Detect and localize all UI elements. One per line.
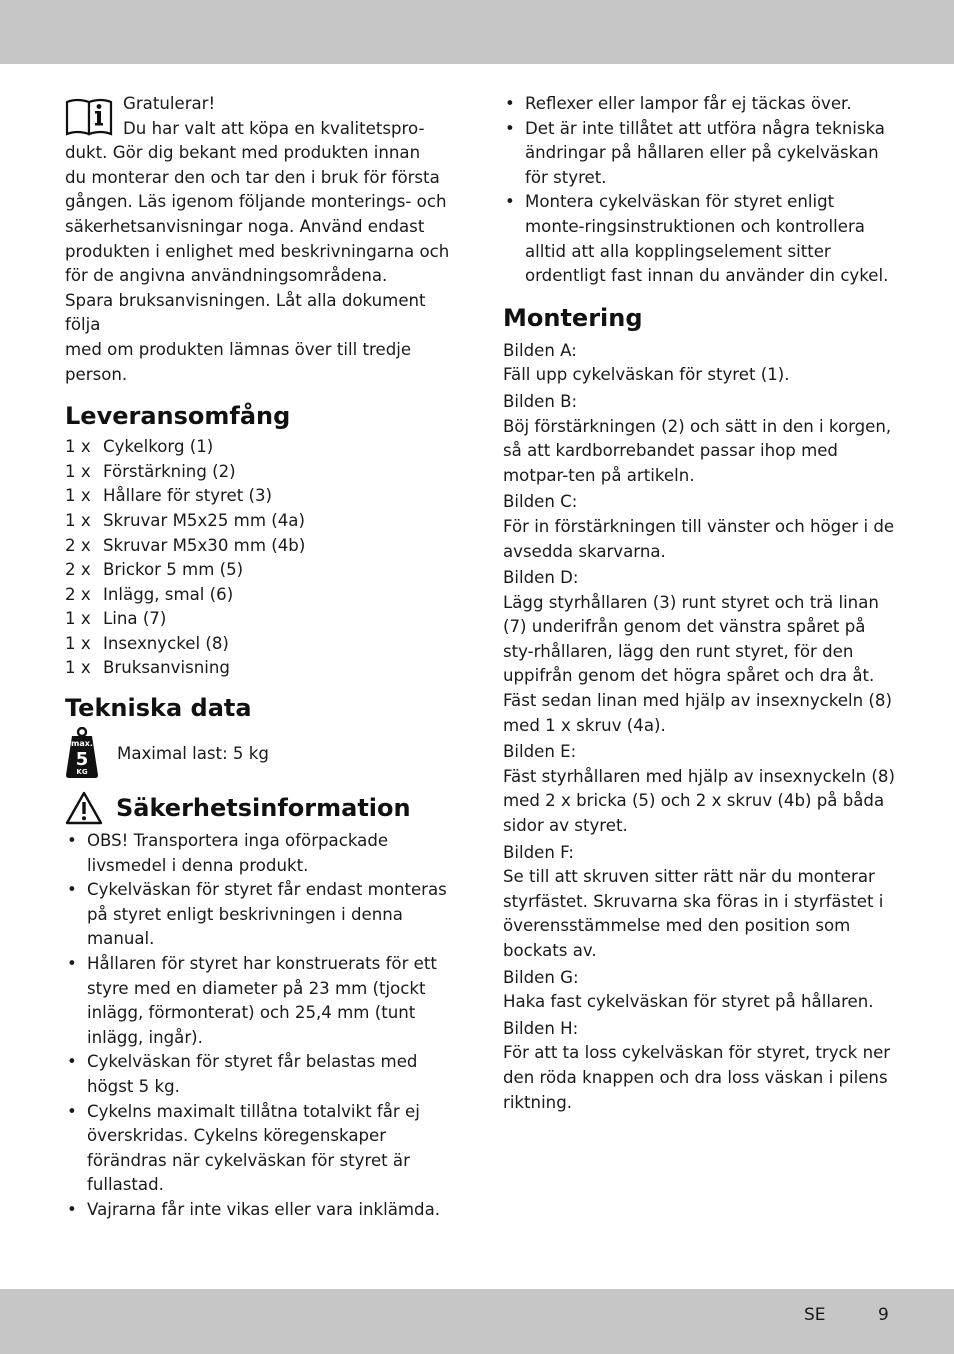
scope-qty: 1 x bbox=[65, 486, 91, 506]
scope-qty: 2 x bbox=[65, 535, 91, 555]
page-number: 9 bbox=[878, 1305, 889, 1325]
scope-item bbox=[65, 484, 455, 509]
step-text: Se till att skruven sitter rätt när du monterar styrfästet. Skruvarna ska föras in i styrfästet i överensstämmelse med den position som bockats av. bbox=[503, 867, 884, 960]
safety-list bbox=[65, 829, 455, 1223]
intro-line: för de angivna användningsområdena. bbox=[65, 266, 388, 286]
scope-qty: 1 x bbox=[65, 510, 91, 530]
left-column bbox=[65, 92, 455, 1223]
scope-text: Cykelkorg (1) bbox=[103, 437, 214, 457]
intro-line: du monterar den och tar den i bruk för första bbox=[65, 167, 440, 187]
info-book-icon bbox=[65, 96, 113, 136]
warning-icon bbox=[65, 791, 103, 825]
scope-text: Lina (7) bbox=[103, 609, 167, 629]
intro-line: Spara bruksanvisningen. Låt alla dokument följa bbox=[65, 290, 426, 335]
mounting-step bbox=[503, 841, 895, 964]
scope-list bbox=[65, 435, 455, 681]
scope-item bbox=[65, 632, 455, 657]
max-load-text: Maximal last: 5 kg bbox=[117, 743, 269, 763]
safety-list-continued bbox=[503, 92, 895, 289]
weight-icon-max: max. bbox=[71, 739, 93, 749]
right-column bbox=[503, 92, 895, 1115]
safety-item: • Hållaren för styret har konstruerats för ett styre med en diameter på 23 mm (tjockt inlägg, förmonterat) och 25,4 mm (tunt inlägg, ingår). bbox=[65, 952, 455, 1050]
intro-line-2: Du har valt att köpa en kvalitetspro- bbox=[123, 118, 425, 138]
tech-heading: Tekniska data bbox=[65, 694, 252, 723]
scope-text: Skruvar M5x30 mm (4b) bbox=[103, 535, 306, 555]
step-text: Böj förstärkningen (2) och sätt in den i korgen, så att kardborrebandet passar ihop med motpar-ten på artikeln. bbox=[503, 416, 892, 485]
intro-block bbox=[65, 92, 455, 387]
step-label: Bilden F: bbox=[503, 842, 574, 862]
step-label: Bilden A: bbox=[503, 340, 577, 360]
scope-text: Brickor 5 mm (5) bbox=[103, 560, 244, 580]
max-load-row bbox=[65, 727, 455, 779]
mounting-step bbox=[503, 740, 895, 838]
weight-icon bbox=[65, 727, 99, 779]
safety-item: • Montera cykelväskan för styret enligt monte-ringsinstruktionen och kontrollera alltid att alla kopplingselement sitter ordentligt fast innan du använder din cykel. bbox=[503, 190, 895, 288]
mounting-step bbox=[503, 490, 895, 564]
header-band bbox=[0, 0, 954, 64]
scope-item bbox=[65, 607, 455, 632]
mounting-step bbox=[503, 339, 895, 388]
safety-heading: Säkerhetsinformation bbox=[116, 794, 411, 823]
scope-text: Inlägg, smal (6) bbox=[103, 584, 234, 604]
intro-greeting: Gratulerar! bbox=[123, 94, 216, 113]
step-label: Bilden B: bbox=[503, 391, 578, 411]
scope-qty: 1 x bbox=[65, 461, 91, 481]
scope-qty: 1 x bbox=[65, 633, 91, 653]
step-label: Bilden H: bbox=[503, 1018, 579, 1038]
scope-qty: 1 x bbox=[65, 658, 91, 678]
step-text: Lägg styrhållaren (3) runt styret och trä linan (7) underifrån genom det vänstra spåret på sty-rhållaren, lägg den runt styret, för den uppifrån genom det högra spåret och dra åt. Fäst sedan linan med hjälp av insexnyckeln (8) med 1 x skruv (4a). bbox=[503, 592, 892, 735]
intro-line: säkerhetsanvisningar noga. Använd endast bbox=[65, 216, 425, 236]
weight-icon-number: 5 bbox=[75, 749, 89, 771]
scope-item bbox=[65, 509, 455, 534]
step-text: För att ta loss cykelväskan för styret, tryck ner den röda knappen och dra loss väskan i pilens riktning. bbox=[503, 1043, 891, 1112]
scope-item bbox=[65, 558, 455, 583]
scope-qty: 2 x bbox=[65, 560, 91, 580]
safety-item: • Cykelväskan för styret får endast monteras på styret enligt beskrivningen i denna manual. bbox=[65, 878, 455, 952]
mounting-step bbox=[503, 566, 895, 738]
scope-text: Hållare för styret (3) bbox=[103, 486, 272, 506]
scope-text: Bruksanvisning bbox=[103, 658, 230, 678]
step-text: Fäst styrhållaren med hjälp av insexnyckeln (8) med 2 x bricka (5) och 2 x skruv (4b) på båda sidor av styret. bbox=[503, 766, 895, 836]
mounting-step bbox=[503, 390, 895, 488]
scope-item bbox=[65, 583, 455, 608]
scope-item bbox=[65, 534, 455, 559]
step-text: För in förstärkningen till vänster och höger i de avsedda skarvarna. bbox=[503, 516, 895, 561]
step-label: Bilden E: bbox=[503, 742, 577, 762]
scope-text: Insexnyckel (8) bbox=[103, 633, 229, 653]
scope-item bbox=[65, 435, 455, 460]
scope-item bbox=[65, 460, 455, 485]
safety-heading-row bbox=[65, 791, 455, 825]
mounting-step bbox=[503, 966, 895, 1015]
safety-item: • Det är inte tillåtet att utföra några tekniska ändringar på hållaren eller på cykelväskan för styret. bbox=[503, 117, 895, 191]
safety-item: • Cykelns maximalt tillåtna totalvikt får ej överskridas. Cykelns köregenskaper förändras när cykelväskan för styret är fullastad. bbox=[65, 1100, 455, 1198]
intro-line: produkten i enlighet med beskrivningarna och bbox=[65, 241, 450, 261]
intro-line: dukt. Gör dig bekant med produkten innan bbox=[65, 143, 421, 163]
safety-item: • OBS! Transportera inga oförpackade livsmedel i denna produkt. bbox=[65, 829, 455, 878]
step-label: Bilden G: bbox=[503, 967, 579, 987]
scope-heading: Leveransomfång bbox=[65, 402, 291, 431]
intro-line: gången. Läs igenom följande monterings- och bbox=[65, 192, 447, 212]
scope-qty: 1 x bbox=[65, 609, 91, 629]
scope-item bbox=[65, 656, 455, 681]
scope-qty: 1 x bbox=[65, 437, 91, 457]
step-text: Fäll upp cykelväskan för styret (1). bbox=[503, 365, 790, 385]
mounting-heading: Montering bbox=[503, 303, 643, 332]
intro-line: med om produkten lämnas över till tredje person. bbox=[65, 339, 412, 384]
step-label: Bilden D: bbox=[503, 568, 579, 588]
step-text: Haka fast cykelväskan för styret på hållaren. bbox=[503, 992, 874, 1012]
safety-item: • Cykelväskan för styret får belastas med högst 5 kg. bbox=[65, 1050, 455, 1099]
scope-text: Skruvar M5x25 mm (4a) bbox=[103, 510, 305, 530]
footer-language: SE bbox=[804, 1305, 826, 1325]
step-label: Bilden C: bbox=[503, 492, 578, 512]
weight-icon-unit: KG bbox=[76, 768, 88, 777]
scope-qty: 2 x bbox=[65, 584, 91, 604]
safety-item: • Vajrarna får inte vikas eller vara inklämda. bbox=[65, 1198, 455, 1223]
safety-item: • Reflexer eller lampor får ej täckas över. bbox=[503, 92, 895, 117]
mounting-step bbox=[503, 1017, 895, 1115]
scope-text: Förstärkning (2) bbox=[103, 461, 236, 481]
